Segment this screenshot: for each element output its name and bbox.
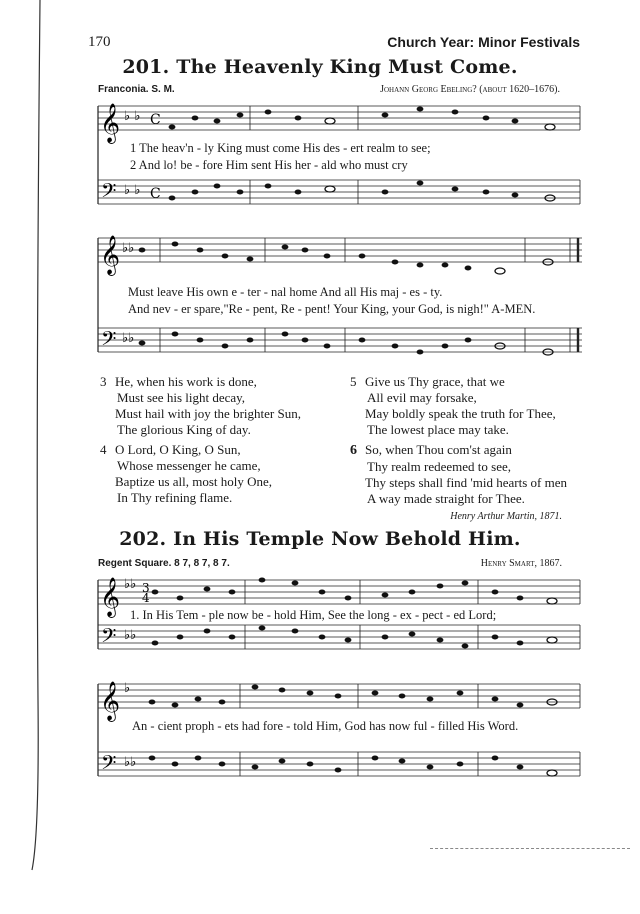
svg-text:𝄞: 𝄞 [100,235,121,275]
verse-line: The lowest place may take. [367,422,509,437]
svg-text:♭: ♭ [124,681,131,696]
hymn-201-author: Johann Georg Ebeling? (about 1620–1676). [380,84,560,95]
svg-text:3: 3 [142,581,150,595]
svg-text:𝄢: 𝄢 [101,327,117,355]
hymn-201-number: 201. [122,56,170,78]
svg-text:♭♭: ♭♭ [124,577,137,592]
hymn-201-credit: Henry Arthur Martin, 1871. [450,511,562,522]
verse-line: O Lord, O King, O Sun, [115,442,241,457]
verse-line: In Thy refining flame. [117,490,233,505]
svg-text:♭ ♭: ♭ ♭ [124,183,141,198]
verse-line: Thy steps shall find 'mid hearts of men [365,475,568,490]
verse-line: He, when his work is done, [115,374,257,389]
svg-text:𝄢: 𝄢 [101,179,117,207]
svg-text:𝄞: 𝄞 [100,103,121,143]
verse-line: Whose messenger he came, [117,458,261,473]
verse-line: Give us Thy grace, that we [365,374,505,389]
verse-line: The glorious King of day. [117,422,251,437]
svg-text:♭♭: ♭♭ [124,628,137,643]
hymn-202-title: In His Temple Now Behold Him. [173,528,521,550]
verse-line: Must hail with joy the brighter Sun, [115,406,301,421]
verse-line: So, when Thou com'st again [365,442,512,457]
hymn-202-number: 202. [119,528,167,550]
svg-text:♭♭: ♭♭ [122,241,135,256]
svg-text:𝄞: 𝄞 [100,577,121,617]
hymn-202-lyric-row1: 1. In His Tem - ple now be - hold Him, See the long - ex - pect - ed Lord; [130,608,497,622]
verse-number: 5 [350,374,357,389]
svg-text:𝄢: 𝄢 [101,624,117,652]
hymn-201-lyric-row2-v1: Must leave His own e - ter - nal home And all His maj - es - ty. [128,285,443,299]
verse-number: 3 [100,374,107,389]
verse-line: Must see his light decay, [117,390,246,405]
hymn-201-title: The Heavenly King Must Come. [176,56,518,78]
verse-line: May boldly speak the truth for Thee, [365,406,556,421]
verse-line: All evil may forsake, [367,390,477,405]
page-number: 170 [88,34,111,50]
verse-number: 4 [100,442,107,457]
svg-text:𝄢: 𝄢 [101,751,117,779]
verse-line: Baptize us all, most holy One, [115,474,273,489]
hymn-201-lyric-row2-v2: And nev - er spare,"Re - pent, Re - pent! Your King, your God, is nigh!" A-MEN. [128,302,536,316]
hymn-202-lyric-row2: An - cient proph - ets had fore - told Him, God has now ful - filled His Word. [132,719,519,733]
svg-text:♭ ♭: ♭ ♭ [124,109,141,124]
svg-text:C: C [150,112,161,128]
hymn-201-tune: Franconia. S. M. [98,84,175,95]
svg-text:4: 4 [142,591,150,605]
hymn-201-lyric-row1-v2: 2 And lo! be - fore Him sent His her - ald who must cry [130,158,408,172]
svg-text:C: C [150,186,161,202]
running-head: Church Year: Minor Festivals [387,34,580,50]
hymn-202-composer: Henry Smart, 1867. [480,558,562,569]
verse-number: 6 [350,443,357,458]
hymn-202-tune: Regent Square. 8 7, 8 7, 8 7. [98,558,230,569]
page-bottom-edge [430,848,630,853]
hymn-201-lyric-row1-v1: 1 The heav'n - ly King must come His des - ert realm to see; [130,141,431,155]
svg-text:♭♭: ♭♭ [124,755,137,770]
verse-line: Thy realm redeemed to see, [367,459,512,474]
svg-text:𝄞: 𝄞 [100,681,121,721]
verse-line: A way made straight for Thee. [367,491,525,506]
svg-text:♭♭: ♭♭ [122,331,135,346]
